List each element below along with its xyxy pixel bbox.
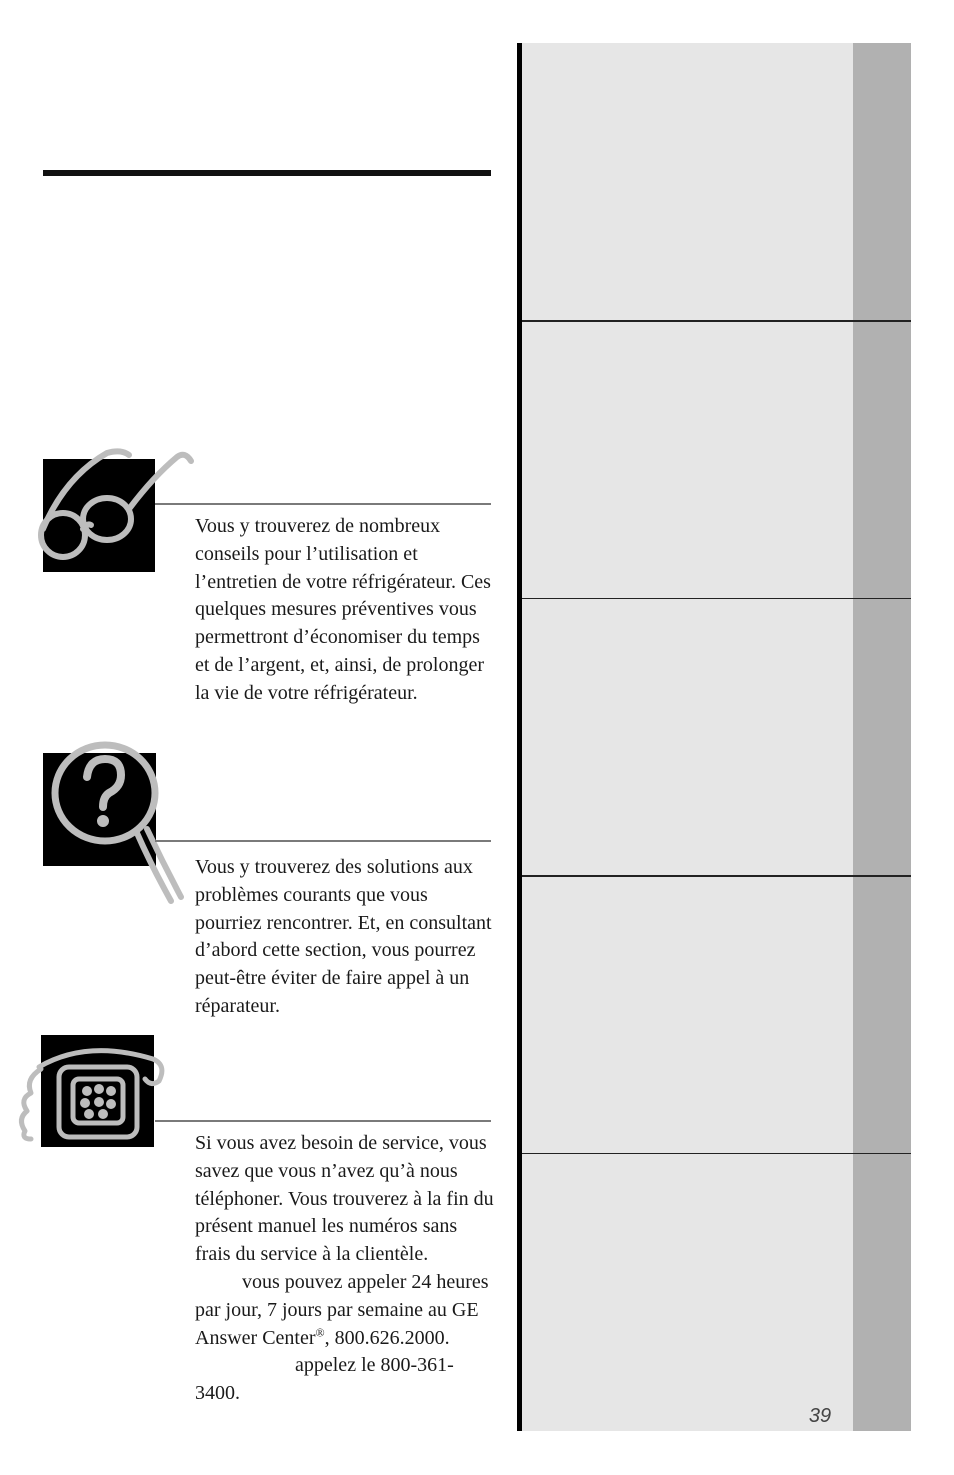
sidebar-divider xyxy=(522,875,911,877)
service-phone-canada: appelez le 800-361-3400. xyxy=(195,1354,454,1405)
section-text-service xyxy=(195,1130,495,1408)
section-rule-care xyxy=(155,503,491,505)
service-hours: vous pouvez appeler 24 heures par jour, 7 jours par semaine au GE Answer Center xyxy=(195,1270,489,1349)
service-intro: Si vous avez besoin de service, vous savez que vous n’avez qu’à nous téléphoner. Vous trouverez à la fin du présent manuel les numéros sans frais du service à la clientèle. xyxy=(195,1132,494,1266)
section-icon-service xyxy=(41,1035,154,1147)
sidebar-divider xyxy=(522,320,911,322)
section-icon-care xyxy=(43,459,155,572)
section-rule-troubleshooting xyxy=(155,840,491,842)
section-rule-service xyxy=(155,1120,491,1122)
page-number: 39 xyxy=(808,1405,832,1427)
sidebar-panel xyxy=(522,43,853,1431)
section-text-troubleshooting: Vous y trouverez des solutions aux problèmes courants que vous pourriez rencontrer. Et, en consultant d’abord cette section, vous pourrez peut-être éviter de faire appel à un réparateur. xyxy=(195,856,492,1017)
sidebar-divider xyxy=(522,598,911,599)
service-phone-us: , 800.626.2000. xyxy=(324,1326,450,1349)
eyeglasses-icon xyxy=(25,447,195,577)
magnifier-question-icon xyxy=(47,741,197,916)
registered-mark: ® xyxy=(315,1324,325,1339)
telephone-icon xyxy=(17,1039,167,1149)
sidebar-divider xyxy=(522,1153,911,1154)
sidebar-edge-tab xyxy=(853,43,911,1431)
header-rule xyxy=(43,170,491,176)
section-text-care: Vous y trouverez de nombreux conseils pour l’utilisation et l’entretien de votre réfrigérateur. Ces quelques mesures préventives vous permettront d’économiser du temps et de l’argent, et, ainsi, de prolonger la vie de votre réfrigérateur. xyxy=(195,515,491,704)
section-icon-troubleshooting xyxy=(43,753,156,866)
